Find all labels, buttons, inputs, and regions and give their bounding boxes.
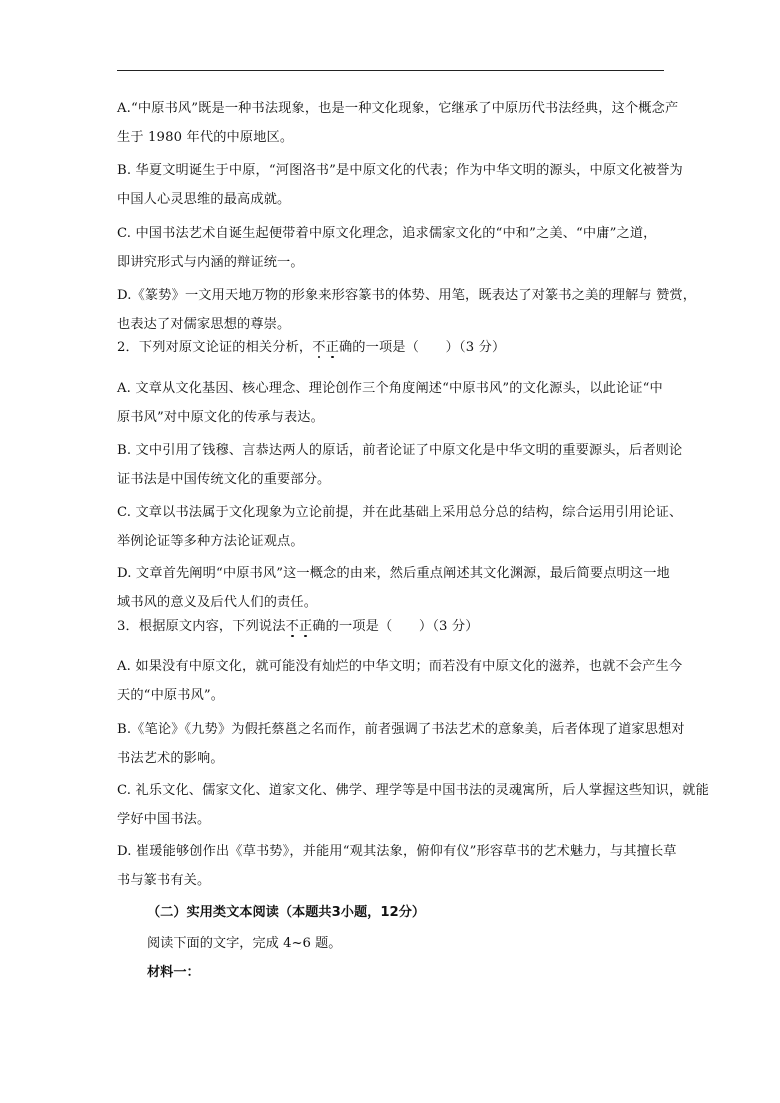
q1-option-b-line1: B. 华夏文明诞生于中原，“河图洛书”是中原文化的代表；作为中华文明的源头，中原文化被誉为	[117, 163, 683, 178]
q3-emphasis-2: 正	[298, 619, 313, 634]
q2-emphasis-2: 正	[325, 340, 339, 355]
q1-option-c-line1: C. 中国书法艺术自诞生起便带着中原文化理念，追求儒家文化的“中和”之美、“中庸”之道，	[117, 226, 657, 241]
q3-stem: 3．根据原文内容，下列说法不正确的一项是（ ）（3 分）	[117, 619, 479, 634]
q2-option-a: A. 文章从文化基因、核心理念、理论创作三个角度阐述“中原书风”的文化源头，以此论证“中 原书风”对中原文化的传承与表达。	[117, 381, 663, 425]
q3-option-a: A. 如果没有中原文化，就可能没有灿烂的中华文明；而若没有中原文化的滋养，也就不会产生今 天的“中原书风”。	[117, 659, 683, 703]
header-rule	[117, 70, 664, 71]
material-one-label: 材料一：	[147, 965, 200, 980]
q1-option-b-line2: 中国人心灵思维的最高成就。	[117, 192, 291, 207]
q1-option-c	[117, 219, 711, 277]
q1-option-d-line2: 也表达了对儒家思想的尊崇。	[117, 317, 291, 332]
q3-option-d: D. 崔瑗能够创作出《草书势》，并能用“观其法象，俯仰有仪”形容草书的艺术魅力，与其擅长草 书与篆书有关。	[117, 844, 677, 888]
q3-emphasis-1: 不	[285, 619, 299, 634]
q2-option-c: C. 文章以书法属于文化现象为立论前提，并在此基础上采用总分总的结构，综合运用引用论证、 举例论证等多种方法论证观点。	[117, 505, 683, 549]
section-heading: （二）实用类文本阅读（本题共3小题，12分）	[147, 905, 426, 920]
q1-option-d	[117, 281, 711, 339]
q2-emphasis-1: 不	[312, 340, 326, 355]
q2-option-d: D. 文章首先阐明“中原书风”这一概念的由来，然后重点阐述其文化渊源，最后简要点明这一地 域书风的意义及后代人们的责任。	[117, 566, 670, 610]
q2-stem: 2．下列对原文论证的相关分析，不正确的一项是（ ）（3 分）	[117, 340, 506, 355]
q3-option-b: B.《笔论》《九势》为假托蔡邕之名而作，前者强调了书法艺术的意象美，后者体现了道家思想对 书法艺术的影响。	[117, 722, 685, 766]
q1-option-b	[117, 156, 711, 214]
q1-option-d-line1: D.《篆势》一文用天地万物的形象来形容篆书的体势、用笔，既表达了对篆书之美的理解与 赞赏，	[117, 288, 697, 303]
q2-option-b: B. 文中引用了钱穆、言恭达两人的原话，前者论证了中原文化是中华文明的重要源头，后者则论 证书法是中国传统文化的重要部分。	[117, 443, 683, 487]
q1-option-c-line2: 即讲究形式与内涵的辩证统一。	[117, 255, 304, 270]
q3-option-c: C. 礼乐文化、儒家文化、道家文化、佛学、理学等是中国书法的灵魂寓所，后人掌握这些知识，就能 学好中国书法。	[117, 783, 709, 827]
q1-option-a-line2: 生于 1980 年代的中原地区。	[117, 130, 294, 145]
section-intro: 阅读下面的文字，完成 4~6 题。	[147, 936, 342, 951]
q1-option-a	[117, 94, 711, 152]
q1-option-a-line1: A.“中原书风”既是一种书法现象，也是一种文化现象，它继承了中原历代书法经典，这个概念产	[117, 101, 679, 116]
